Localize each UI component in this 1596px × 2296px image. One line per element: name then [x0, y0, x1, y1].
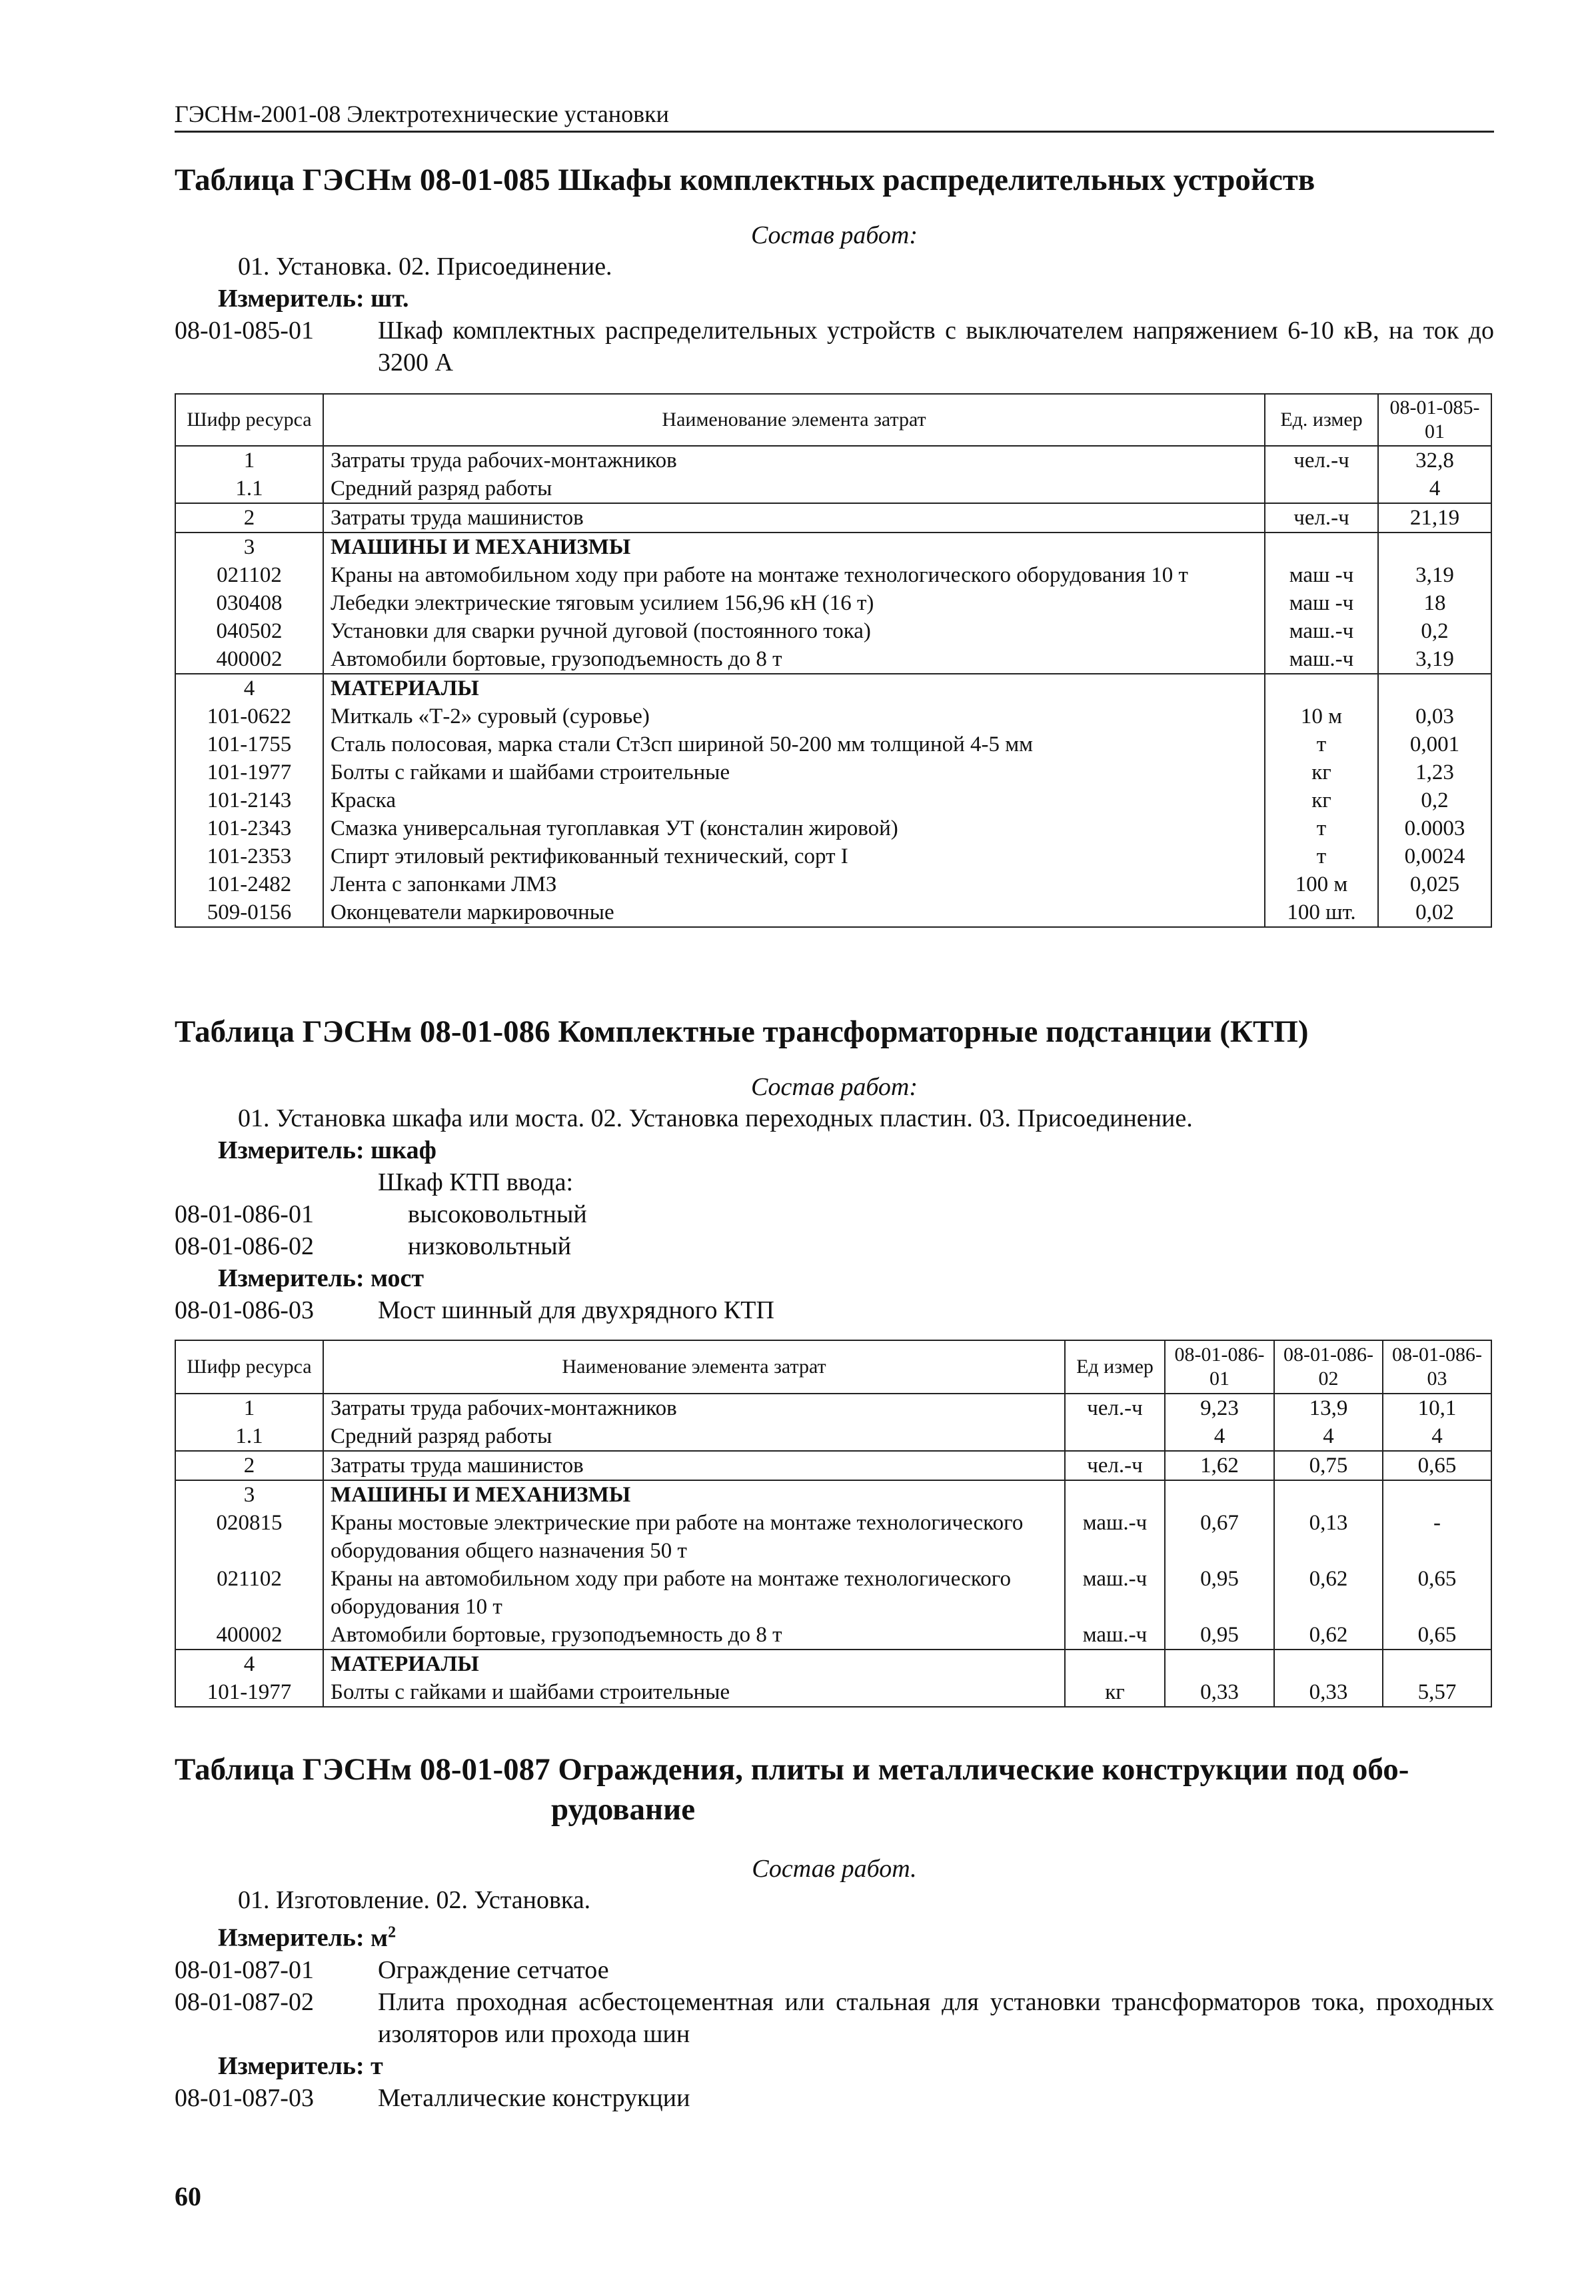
- cell-code: 101-2482: [175, 870, 323, 898]
- cell-code: 4: [175, 674, 323, 702]
- item-code: 08-01-087-01: [175, 1955, 314, 1984]
- work-composition-label: Состав работ.: [752, 1855, 917, 1883]
- col-header-norm: 08-01-086-03: [1383, 1340, 1491, 1394]
- col-header-name: Наименование элемента затрат: [323, 394, 1265, 446]
- item-row: [175, 315, 1494, 379]
- item-row: [175, 1198, 1494, 1230]
- measure-label: Измеритель:: [218, 1264, 365, 1292]
- col-header-unit: Ед. измер: [1265, 394, 1378, 446]
- cell-unit: чел.-ч: [1065, 1451, 1165, 1480]
- cell-value: 4: [1274, 1422, 1383, 1451]
- cell-name: Установки для сварки ручной дуговой (постоянного тока): [323, 617, 1265, 645]
- measure-label: Измеритель:: [218, 2051, 365, 2080]
- cell-value: 0,03: [1378, 702, 1491, 730]
- cell-name: МАТЕРИАЛЫ: [323, 674, 1265, 702]
- cell-name: Краны на автомобильном ходу при работе на монтаже технологического оборудования 10 т: [323, 561, 1265, 589]
- cell-unit: [1265, 533, 1378, 561]
- running-header: ГЭСНм-2001-08 Электротехнические установки: [175, 100, 1494, 133]
- table-row: [175, 645, 1491, 674]
- table-row-group: [175, 1480, 1491, 1509]
- cell-name: Затраты труда рабочих-монтажников: [323, 1394, 1065, 1422]
- cell-unit: [1265, 674, 1378, 702]
- cell-unit: чел.-ч: [1265, 503, 1378, 533]
- cell-code: 1.1: [175, 475, 323, 503]
- cell-unit: маш.-ч: [1065, 1565, 1165, 1621]
- cell-value: 3,19: [1378, 645, 1491, 674]
- cell-value: [1383, 1650, 1491, 1678]
- cell-value: [1165, 1650, 1274, 1678]
- table-row: [175, 842, 1491, 870]
- cell-unit: маш.-ч: [1265, 645, 1378, 674]
- cell-value: 4: [1383, 1422, 1491, 1451]
- table-row-group: [175, 1650, 1491, 1678]
- cell-code: 030408: [175, 589, 323, 617]
- cell-name: Миткаль «Т-2» суровый (суровье): [323, 702, 1265, 730]
- cell-value: 0,025: [1378, 870, 1491, 898]
- table-row: [175, 503, 1491, 533]
- cell-value: 4: [1378, 475, 1491, 503]
- cell-value: 0,02: [1378, 898, 1491, 927]
- cell-name: Средний разряд работы: [323, 1422, 1065, 1451]
- cell-value: 4: [1165, 1422, 1274, 1451]
- cell-value: 1,62: [1165, 1451, 1274, 1480]
- cell-value: 10,1: [1383, 1394, 1491, 1422]
- cell-unit: маш.-ч: [1065, 1509, 1165, 1565]
- col-header-norm: 08-01-086-02: [1274, 1340, 1383, 1394]
- table-row: [175, 730, 1491, 758]
- cell-code: 101-2143: [175, 786, 323, 814]
- cell-unit: 100 шт.: [1265, 898, 1378, 927]
- section-title-line2: рудование: [551, 1792, 696, 1827]
- cell-code: 400002: [175, 1621, 323, 1650]
- cell-value: 0,75: [1274, 1451, 1383, 1480]
- col-header-code: Шифр ресурса: [175, 1340, 323, 1394]
- item-code: 08-01-085-01: [175, 317, 314, 345]
- cell-value: [1383, 1480, 1491, 1509]
- cell-code: 1: [175, 1394, 323, 1422]
- item-row: [175, 1986, 1494, 2050]
- cell-unit: 10 м: [1265, 702, 1378, 730]
- section-title: Таблица ГЭСНм 08-01-085 Шкафы комплектных распределительных устройств: [175, 163, 1315, 197]
- cell-unit: маш -ч: [1265, 589, 1378, 617]
- table-row: [175, 1509, 1491, 1565]
- cell-value: 0,62: [1274, 1621, 1383, 1650]
- cell-value: 21,19: [1378, 503, 1491, 533]
- table-row: [175, 758, 1491, 786]
- group-heading-row: [175, 1166, 1494, 1198]
- col-header-norm: 08-01-086-01: [1165, 1340, 1274, 1394]
- cell-unit: чел.-ч: [1065, 1394, 1165, 1422]
- measure-label: Измеритель:: [218, 1136, 365, 1164]
- cell-value: 0,13: [1274, 1509, 1383, 1565]
- cell-unit: маш.-ч: [1265, 617, 1378, 645]
- measure-exponent: 2: [388, 1923, 397, 1941]
- page-number: 60: [175, 2181, 201, 2211]
- cell-value: 0,62: [1274, 1565, 1383, 1621]
- cell-value: 5,57: [1383, 1678, 1491, 1707]
- table-row: [175, 1678, 1491, 1707]
- measure-value: шкаф: [371, 1136, 436, 1164]
- item-code: 08-01-086-02: [175, 1232, 314, 1260]
- cell-code: 040502: [175, 617, 323, 645]
- col-header-unit: Ед измер: [1065, 1340, 1165, 1394]
- cell-unit: кг: [1265, 758, 1378, 786]
- table-row: [175, 561, 1491, 589]
- cell-value: 0,001: [1378, 730, 1491, 758]
- section-title-line1: Таблица ГЭСНм 08-01-087 Ограждения, плиты и металлические конструкции под обо-: [175, 1752, 1409, 1787]
- cell-value: 0,65: [1383, 1621, 1491, 1650]
- cell-name: Средний разряд работы: [323, 475, 1265, 503]
- cell-name: Смазка универсальная тугоплавкая УТ (консталин жировой): [323, 814, 1265, 842]
- cell-name: Затраты труда машинистов: [323, 1451, 1065, 1480]
- item-code: 08-01-087-03: [175, 2083, 314, 2112]
- item-row: [175, 1230, 1494, 1262]
- cell-name: Затраты труда рабочих-монтажников: [323, 446, 1265, 475]
- cell-name: Болты с гайками и шайбами строительные: [323, 758, 1265, 786]
- measure-value: $м^2$: [371, 1923, 397, 1952]
- cell-unit: [1065, 1650, 1165, 1678]
- work-composition-text: 01. Установка шкафа или моста. 02. Установка переходных пластин. 03. Присоединение.: [238, 1104, 1193, 1132]
- item-description: Ограждение сетчатое: [378, 1955, 609, 1984]
- cell-value: 0,0024: [1378, 842, 1491, 870]
- measure-line: [175, 2050, 1494, 2082]
- table-row-group: [175, 533, 1491, 561]
- col-header-name: Наименование элемента затрат: [323, 1340, 1065, 1394]
- item-description: Плита проходная асбестоцементная или стальная для установки трансформаторов тока, проходных изоляторов или прохода шин: [378, 1987, 1494, 2048]
- cell-unit: чел.-ч: [1265, 446, 1378, 475]
- cell-value: 9,23: [1165, 1394, 1274, 1422]
- table-row-group: [175, 674, 1491, 702]
- cell-name: Сталь полосовая, марка стали Ст3сп шириной 50-200 мм толщиной 4-5 мм: [323, 730, 1265, 758]
- table-row: [175, 617, 1491, 645]
- cell-code: 2: [175, 503, 323, 533]
- cell-code: 3: [175, 533, 323, 561]
- item-description: Металлические конструкции: [378, 2083, 690, 2112]
- cell-unit: 100 м: [1265, 870, 1378, 898]
- item-description: высоковольтный: [408, 1200, 587, 1228]
- cell-code: 2: [175, 1451, 323, 1480]
- measure-line: [175, 1916, 1494, 1954]
- cell-name: Краска: [323, 786, 1265, 814]
- table-row: [175, 1422, 1491, 1451]
- cell-name: МАШИНЫ И МЕХАНИЗМЫ: [323, 1480, 1065, 1509]
- cell-name: Оконцеватели маркировочные: [323, 898, 1265, 927]
- cell-code: 021102: [175, 561, 323, 589]
- table-row: [175, 1394, 1491, 1422]
- cell-name: Автомобили бортовые, грузоподъемность до 8 т: [323, 1621, 1065, 1650]
- cell-value: 0,67: [1165, 1509, 1274, 1565]
- item-row: [175, 1294, 1494, 1326]
- table-row: [175, 589, 1491, 617]
- cell-name: Лента с запонками ЛМЗ: [323, 870, 1265, 898]
- measure-value: мост: [371, 1264, 424, 1292]
- cell-unit: кг: [1065, 1678, 1165, 1707]
- measure-value: т: [371, 2051, 383, 2080]
- cell-name: Автомобили бортовые, грузоподъемность до 8 т: [323, 645, 1265, 674]
- cell-name: Спирт этиловый ректификованный технический, сорт I: [323, 842, 1265, 870]
- cell-value: 3,19: [1378, 561, 1491, 589]
- col-header-norm: 08-01-085-01: [1378, 394, 1491, 446]
- cell-value: 0,95: [1165, 1621, 1274, 1650]
- cell-value: -: [1383, 1509, 1491, 1565]
- table-row: [175, 475, 1491, 503]
- cell-code: 101-2343: [175, 814, 323, 842]
- cell-name: Болты с гайками и шайбами строительные: [323, 1678, 1065, 1707]
- cell-code: 101-1977: [175, 1678, 323, 1707]
- measure-value: шт.: [371, 285, 409, 313]
- group-heading: Шкаф КТП ввода:: [378, 1168, 573, 1196]
- cell-code: 1: [175, 446, 323, 475]
- table-row: [175, 1451, 1491, 1480]
- work-composition-label: Состав работ:: [750, 221, 918, 249]
- cell-value: 0,33: [1274, 1678, 1383, 1707]
- cell-code: 021102: [175, 1565, 323, 1621]
- cell-value: 1,23: [1378, 758, 1491, 786]
- cell-unit: маш.-ч: [1065, 1621, 1165, 1650]
- measure-label: Измеритель:: [218, 285, 365, 313]
- item-code: 08-01-086-03: [175, 1296, 314, 1324]
- cell-unit: т: [1265, 842, 1378, 870]
- measure-line: [175, 1262, 1494, 1294]
- cell-name: МАТЕРИАЛЫ: [323, 1650, 1065, 1678]
- table-row: [175, 446, 1491, 475]
- cell-unit: [1265, 475, 1378, 503]
- item-code: [175, 1166, 378, 1198]
- cell-unit: [1065, 1422, 1165, 1451]
- cell-unit: кг: [1265, 786, 1378, 814]
- cell-name: Краны на автомобильном ходу при работе на монтаже технологического оборудования 10 т: [323, 1565, 1065, 1621]
- item-code: 08-01-087-02: [175, 1987, 314, 2016]
- cell-unit: т: [1265, 814, 1378, 842]
- cell-name: Лебедки электрические тяговым усилием 156,96 кН (16 т): [323, 589, 1265, 617]
- section-08-01-086: [175, 1012, 1494, 1708]
- cell-value: 0,2: [1378, 786, 1491, 814]
- cell-code: 101-1977: [175, 758, 323, 786]
- cell-name: Краны мостовые электрические при работе на монтаже технологического оборудования общего назначения 50 т: [323, 1509, 1065, 1565]
- item-description: Мост шинный для двухрядного КТП: [378, 1296, 774, 1324]
- cell-name: МАШИНЫ И МЕХАНИЗМЫ: [323, 533, 1265, 561]
- cell-value: 0,95: [1165, 1565, 1274, 1621]
- cost-table: [175, 393, 1492, 928]
- cell-name: Затраты труда машинистов: [323, 503, 1265, 533]
- item-code: 08-01-086-01: [175, 1200, 314, 1228]
- item-description: Шкаф комплектных распределительных устройств с выключателем напряжением 6-10 кВ, на ток до 3200 А: [378, 317, 1494, 377]
- cell-value: 0,65: [1383, 1565, 1491, 1621]
- section-08-01-085: [175, 160, 1494, 928]
- cell-code: 101-2353: [175, 842, 323, 870]
- work-composition-text: 01. Установка. 02. Присоединение.: [238, 253, 612, 281]
- cell-value: [1378, 533, 1491, 561]
- table-row: [175, 786, 1491, 814]
- cell-unit: [1065, 1480, 1165, 1509]
- cell-code: 400002: [175, 645, 323, 674]
- work-composition-label: Состав работ:: [750, 1073, 918, 1101]
- cost-table: [175, 1340, 1492, 1708]
- cell-code: 101-1755: [175, 730, 323, 758]
- measure-line: [175, 1134, 1494, 1166]
- cell-value: 0,2: [1378, 617, 1491, 645]
- section-08-01-087: [175, 1749, 1494, 2114]
- table-row: [175, 1621, 1491, 1650]
- table-row: [175, 870, 1491, 898]
- cell-code: 509-0156: [175, 898, 323, 927]
- measure-label: Измеритель:: [218, 1923, 365, 1952]
- table-row: [175, 898, 1491, 927]
- cell-value: 0,33: [1165, 1678, 1274, 1707]
- cell-unit: т: [1265, 730, 1378, 758]
- cell-value: 13,9: [1274, 1394, 1383, 1422]
- cell-value: [1165, 1480, 1274, 1509]
- measure-line: [175, 283, 1494, 315]
- section-title: [175, 1749, 1494, 1829]
- table-row: [175, 814, 1491, 842]
- cell-value: [1378, 674, 1491, 702]
- cell-value: 0.0003: [1378, 814, 1491, 842]
- cell-value: 0,65: [1383, 1451, 1491, 1480]
- table-row: [175, 702, 1491, 730]
- cell-value: [1274, 1650, 1383, 1678]
- cell-code: 3: [175, 1480, 323, 1509]
- cell-unit: маш -ч: [1265, 561, 1378, 589]
- item-row: [175, 1954, 1494, 1986]
- cell-value: [1274, 1480, 1383, 1509]
- work-composition-text: 01. Изготовление. 02. Установка.: [238, 1886, 591, 1914]
- item-description: низковольтный: [408, 1232, 572, 1260]
- cell-code: 1.1: [175, 1422, 323, 1451]
- cell-code: 101-0622: [175, 702, 323, 730]
- cell-code: 4: [175, 1650, 323, 1678]
- table-row: [175, 1565, 1491, 1621]
- section-title: Таблица ГЭСНм 08-01-086 Комплектные трансформаторные подстанции (КТП): [175, 1014, 1309, 1049]
- cell-value: 32,8: [1378, 446, 1491, 475]
- item-row: [175, 2082, 1494, 2114]
- col-header-code: Шифр ресурса: [175, 394, 323, 446]
- cell-value: 18: [1378, 589, 1491, 617]
- cell-code: 020815: [175, 1509, 323, 1565]
